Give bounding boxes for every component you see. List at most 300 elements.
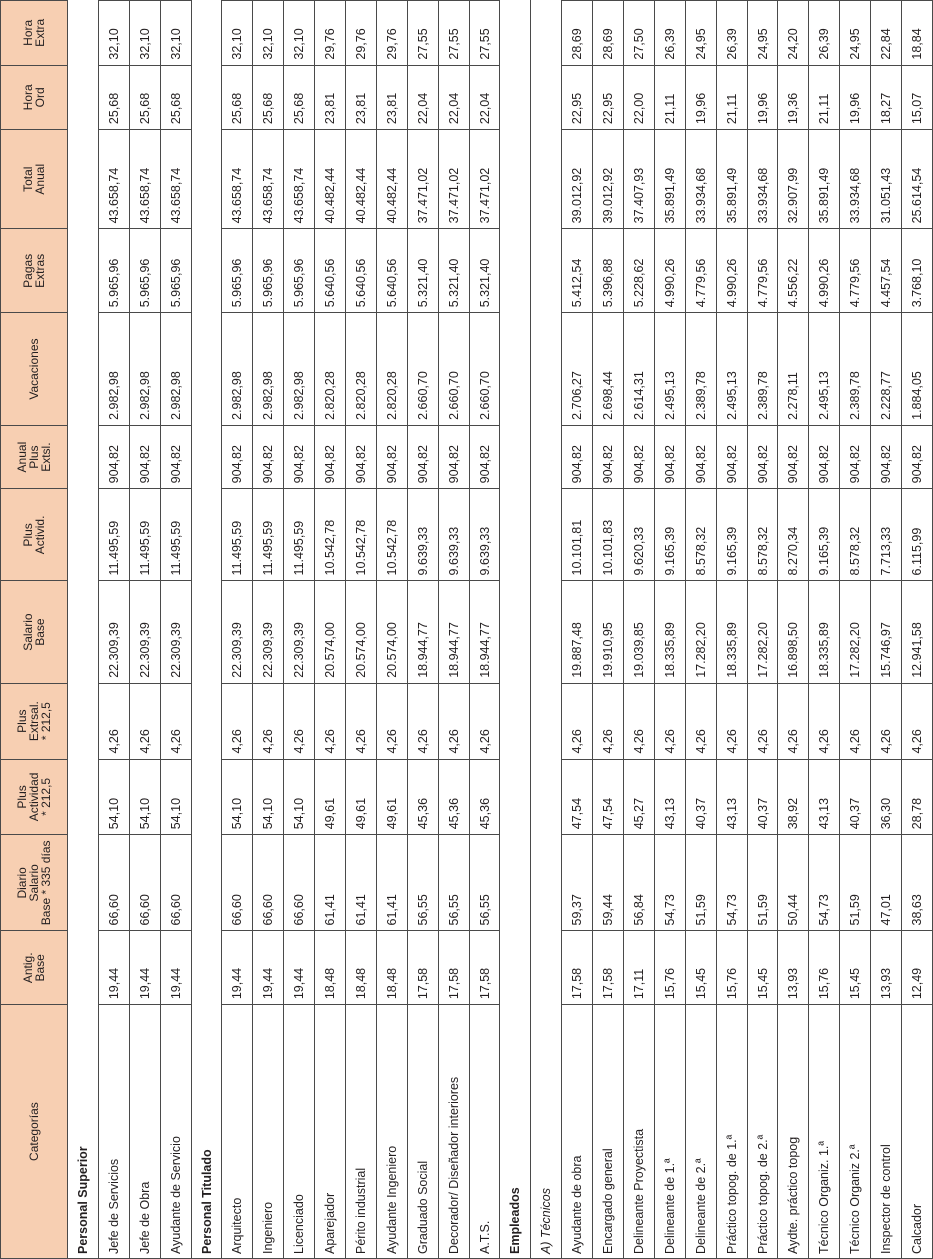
- value-cell-vacaciones: 2.228,77: [871, 313, 902, 426]
- value-cell-hora-ord: 22,95: [593, 65, 624, 129]
- value-cell-plus-activid: 8.578,32: [685, 489, 716, 581]
- value-cell-pagas-extras: 4.779,56: [840, 229, 871, 313]
- value-cell-pagas-extras: 5.965,96: [222, 229, 253, 313]
- value-cell-diario-salario-base: 56,84: [624, 835, 655, 931]
- value-cell-plus-extrsal: 4,26: [284, 683, 315, 759]
- category-cell: Calcador: [902, 1005, 933, 1259]
- value-cell-hora-extra: 26,39: [654, 1, 685, 66]
- value-cell-diario-salario-base: 56,55: [469, 835, 500, 931]
- value-cell-total-anual: 43.658,74: [129, 130, 160, 229]
- value-cell-hora-ord: 19,96: [685, 65, 716, 129]
- value-cell-plus-extrsal: 4,26: [902, 683, 933, 759]
- value-cell-pagas-extras: 5.965,96: [284, 229, 315, 313]
- value-cell-antig-base: 13,93: [778, 931, 809, 1005]
- header-line: * 212,5: [39, 777, 53, 816]
- value-cell-total-anual: 43.658,74: [160, 130, 191, 229]
- value-cell-vacaciones: 2.389,78: [685, 313, 716, 426]
- value-cell-vacaciones: 2.706,27: [562, 313, 593, 426]
- value-cell-hora-extra: 28,69: [562, 1, 593, 66]
- value-cell-antig-base: 19,44: [253, 931, 284, 1005]
- section-spacer: [191, 1, 222, 1005]
- table-row: [593, 1, 624, 1259]
- value-cell-salario-base: 22.309,39: [160, 581, 191, 683]
- value-cell-anual-plus-extsl: 904,82: [129, 425, 160, 488]
- value-cell-pagas-extras: 4.990,26: [654, 229, 685, 313]
- value-cell-plus-extrsal: 4,26: [222, 683, 253, 759]
- header-line: Extra: [33, 18, 47, 47]
- value-cell-plus-extrsal: 4,26: [593, 683, 624, 759]
- value-cell-hora-ord: 22,95: [562, 65, 593, 129]
- value-cell-vacaciones: 1.884,05: [902, 313, 933, 426]
- value-cell-plus-actividad: 43,13: [809, 759, 840, 835]
- value-cell-pagas-extras: 5.228,62: [624, 229, 655, 313]
- header-line: Pagas: [21, 253, 35, 288]
- table-row: [376, 1, 407, 1259]
- value-cell-total-anual: 39.012,92: [562, 130, 593, 229]
- header-line: Vacaciones: [27, 338, 41, 400]
- value-cell-hora-extra: 32,10: [222, 1, 253, 66]
- value-cell-diario-salario-base: 56,55: [407, 835, 438, 931]
- value-cell-anual-plus-extsl: 904,82: [160, 425, 191, 488]
- value-cell-plus-activid: 11.495,59: [129, 489, 160, 581]
- value-cell-vacaciones: 2.820,28: [315, 313, 346, 426]
- value-cell-antig-base: 15,45: [840, 931, 871, 1005]
- value-cell-hora-ord: 22,04: [407, 65, 438, 129]
- table-row: [716, 1, 747, 1259]
- category-cell: Graduado Social: [407, 1005, 438, 1259]
- value-cell-plus-actividad: 54,10: [98, 759, 129, 835]
- value-cell-hora-extra: 26,39: [716, 1, 747, 66]
- value-cell-anual-plus-extsl: 904,82: [562, 425, 593, 488]
- value-cell-total-anual: 40.482,44: [346, 130, 377, 229]
- value-cell-anual-plus-extsl: 904,82: [346, 425, 377, 488]
- category-cell: Técnico Organiz. 1.ª: [809, 1005, 840, 1259]
- header-line: Activid.: [33, 515, 47, 555]
- value-cell-plus-activid: 6.115,99: [902, 489, 933, 581]
- category-cell: Arquitecto: [222, 1005, 253, 1259]
- table-row: [778, 1, 809, 1259]
- value-cell-salario-base: 22.309,39: [98, 581, 129, 683]
- value-cell-total-anual: 35.891,49: [716, 130, 747, 229]
- value-cell-hora-extra: 29,76: [346, 1, 377, 66]
- value-cell-plus-activid: 10.542,78: [376, 489, 407, 581]
- value-cell-hora-extra: 32,10: [160, 1, 191, 66]
- header-anual-plus-extsl: [1, 425, 68, 488]
- value-cell-diario-salario-base: 66,60: [222, 835, 253, 931]
- value-cell-plus-activid: 10.101,81: [562, 489, 593, 581]
- value-cell-plus-activid: 9.165,39: [809, 489, 840, 581]
- value-cell-total-anual: 37.471,02: [438, 130, 469, 229]
- value-cell-plus-activid: 8.578,32: [747, 489, 778, 581]
- value-cell-antig-base: 15,45: [747, 931, 778, 1005]
- value-cell-hora-extra: 27,55: [469, 1, 500, 66]
- value-cell-salario-base: 15.746,97: [871, 581, 902, 683]
- table-row: [315, 1, 346, 1259]
- category-cell: Ayudante Ingeniero: [376, 1005, 407, 1259]
- value-cell-total-anual: 37.407,93: [624, 130, 655, 229]
- value-cell-pagas-extras: 4.556,22: [778, 229, 809, 313]
- value-cell-salario-base: 20.574,00: [346, 581, 377, 683]
- value-cell-anual-plus-extsl: 904,82: [747, 425, 778, 488]
- value-cell-plus-activid: 8.578,32: [840, 489, 871, 581]
- value-cell-total-anual: 43.658,74: [284, 130, 315, 229]
- value-cell-salario-base: 22.309,39: [129, 581, 160, 683]
- value-cell-salario-base: 17.282,20: [685, 581, 716, 683]
- value-cell-plus-activid: 9.620,33: [624, 489, 655, 581]
- value-cell-salario-base: 18.335,89: [809, 581, 840, 683]
- value-cell-plus-activid: 10.542,78: [346, 489, 377, 581]
- table-row: [654, 1, 685, 1259]
- value-cell-pagas-extras: 4.990,26: [809, 229, 840, 313]
- value-cell-anual-plus-extsl: 904,82: [438, 425, 469, 488]
- category-cell: Aydte. práctico topog: [778, 1005, 809, 1259]
- value-cell-antig-base: 19,44: [222, 931, 253, 1005]
- header-line: Hora: [21, 84, 35, 111]
- value-cell-plus-actividad: 45,27: [624, 759, 655, 835]
- value-cell-salario-base: 12.941,58: [902, 581, 933, 683]
- value-cell-diario-salario-base: 56,55: [438, 835, 469, 931]
- table-row: [253, 1, 284, 1259]
- value-cell-plus-actividad: 43,13: [654, 759, 685, 835]
- value-cell-hora-extra: 27,55: [438, 1, 469, 66]
- value-cell-hora-extra: 29,76: [376, 1, 407, 66]
- value-cell-hora-extra: 22,84: [871, 1, 902, 66]
- value-cell-hora-extra: 24,20: [778, 1, 809, 66]
- value-cell-antig-base: 19,44: [98, 931, 129, 1005]
- value-cell-plus-activid: 10.101,83: [593, 489, 624, 581]
- header-line: Plus: [27, 445, 41, 469]
- value-cell-pagas-extras: 5.965,96: [98, 229, 129, 313]
- value-cell-hora-ord: 25,68: [253, 65, 284, 129]
- value-cell-pagas-extras: 5.965,96: [253, 229, 284, 313]
- value-cell-vacaciones: 2.660,70: [407, 313, 438, 426]
- value-cell-anual-plus-extsl: 904,82: [654, 425, 685, 488]
- value-cell-diario-salario-base: 50,44: [778, 835, 809, 931]
- header-line: Extsl.: [39, 442, 53, 472]
- section-spacer: [68, 1, 99, 1005]
- value-cell-plus-extrsal: 4,26: [624, 683, 655, 759]
- value-cell-salario-base: 18.335,89: [716, 581, 747, 683]
- category-cell: Decorador/ Diseñador interiores: [438, 1005, 469, 1259]
- value-cell-plus-extrsal: 4,26: [654, 683, 685, 759]
- value-cell-anual-plus-extsl: 904,82: [840, 425, 871, 488]
- header-categorias: [1, 1005, 68, 1259]
- table-row: [346, 1, 377, 1259]
- value-cell-total-anual: 33.934,68: [685, 130, 716, 229]
- value-cell-salario-base: 19.887,48: [562, 581, 593, 683]
- value-cell-hora-ord: 22,04: [438, 65, 469, 129]
- value-cell-antig-base: 17,58: [562, 931, 593, 1005]
- value-cell-hora-extra: 18,84: [902, 1, 933, 66]
- header-line: Plus: [21, 523, 35, 547]
- value-cell-salario-base: 20.574,00: [315, 581, 346, 683]
- value-cell-pagas-extras: 5.321,40: [407, 229, 438, 313]
- value-cell-plus-extrsal: 4,26: [129, 683, 160, 759]
- category-cell: Delineante de 1.ª: [654, 1005, 685, 1259]
- header-hora-extra: [1, 1, 68, 66]
- header-line: Antig.: [21, 952, 35, 984]
- header-line: Plus: [15, 709, 29, 733]
- value-cell-total-anual: 43.658,74: [222, 130, 253, 229]
- value-cell-total-anual: 35.891,49: [809, 130, 840, 229]
- value-cell-total-anual: 37.471,02: [407, 130, 438, 229]
- value-cell-plus-actividad: 45,36: [469, 759, 500, 835]
- header-line: Extras: [33, 253, 47, 288]
- value-cell-plus-extrsal: 4,26: [160, 683, 191, 759]
- value-cell-total-anual: 25.614,54: [902, 130, 933, 229]
- value-cell-plus-extrsal: 4,26: [469, 683, 500, 759]
- header-pagas-extras: [1, 229, 68, 313]
- value-cell-total-anual: 32.907,99: [778, 130, 809, 229]
- category-cell: Aparejador: [315, 1005, 346, 1259]
- section-title: Empleados: [500, 1005, 531, 1259]
- value-cell-total-anual: 39.012,92: [593, 130, 624, 229]
- value-cell-hora-ord: 21,11: [716, 65, 747, 129]
- value-cell-pagas-extras: 5.640,56: [376, 229, 407, 313]
- value-cell-vacaciones: 2.982,98: [253, 313, 284, 426]
- value-cell-plus-activid: 7.713,33: [871, 489, 902, 581]
- header-salario-base: [1, 581, 68, 683]
- value-cell-plus-actividad: 49,61: [315, 759, 346, 835]
- value-cell-pagas-extras: 5.965,96: [129, 229, 160, 313]
- value-cell-vacaciones: 2.820,28: [376, 313, 407, 426]
- value-cell-antig-base: 17,58: [593, 931, 624, 1005]
- value-cell-plus-actividad: 43,13: [716, 759, 747, 835]
- value-cell-salario-base: 16.898,50: [778, 581, 809, 683]
- table-row: [685, 1, 716, 1259]
- category-cell: Ingeniero: [253, 1005, 284, 1259]
- table-row: [129, 1, 160, 1259]
- section-title: Personal Superior: [68, 1005, 99, 1259]
- value-cell-anual-plus-extsl: 904,82: [871, 425, 902, 488]
- header-hora-ord: [1, 65, 68, 129]
- value-cell-antig-base: 17,58: [407, 931, 438, 1005]
- value-cell-plus-actividad: 38,92: [778, 759, 809, 835]
- section-row: [500, 1, 531, 1259]
- section-row: [68, 1, 99, 1259]
- value-cell-diario-salario-base: 51,59: [840, 835, 871, 931]
- value-cell-antig-base: 15,45: [685, 931, 716, 1005]
- header-line: Salario: [27, 864, 41, 902]
- subsection-title: A) Técnicos: [531, 1005, 562, 1259]
- value-cell-antig-base: 18,48: [376, 931, 407, 1005]
- value-cell-plus-extrsal: 4,26: [407, 683, 438, 759]
- value-cell-hora-ord: 25,68: [98, 65, 129, 129]
- category-cell: Delineante de 2.ª: [685, 1005, 716, 1259]
- value-cell-plus-activid: 11.495,59: [160, 489, 191, 581]
- table-row: [469, 1, 500, 1259]
- value-cell-total-anual: 43.658,74: [98, 130, 129, 229]
- value-cell-plus-activid: 9.165,39: [654, 489, 685, 581]
- value-cell-anual-plus-extsl: 904,82: [778, 425, 809, 488]
- value-cell-plus-extrsal: 4,26: [871, 683, 902, 759]
- value-cell-salario-base: 22.309,39: [284, 581, 315, 683]
- header-line: Anual: [15, 441, 29, 473]
- value-cell-plus-extrsal: 4,26: [98, 683, 129, 759]
- value-cell-total-anual: 33.934,68: [840, 130, 871, 229]
- value-cell-plus-activid: 9.165,39: [716, 489, 747, 581]
- header-line: Extrsal.: [27, 701, 41, 742]
- value-cell-salario-base: 18.944,77: [407, 581, 438, 683]
- value-cell-hora-extra: 27,55: [407, 1, 438, 66]
- value-cell-plus-activid: 11.495,59: [98, 489, 129, 581]
- section-row: [191, 1, 222, 1259]
- value-cell-salario-base: 19.910,95: [593, 581, 624, 683]
- table-row: [871, 1, 902, 1259]
- value-cell-anual-plus-extsl: 904,82: [902, 425, 933, 488]
- value-cell-diario-salario-base: 59,44: [593, 835, 624, 931]
- header-total-anual: [1, 130, 68, 229]
- value-cell-antig-base: 19,44: [284, 931, 315, 1005]
- value-cell-anual-plus-extsl: 904,82: [809, 425, 840, 488]
- value-cell-pagas-extras: 4.990,26: [716, 229, 747, 313]
- subsection-row: [531, 1, 562, 1259]
- value-cell-pagas-extras: 5.412,54: [562, 229, 593, 313]
- value-cell-hora-ord: 19,96: [747, 65, 778, 129]
- value-cell-anual-plus-extsl: 904,82: [624, 425, 655, 488]
- category-cell: Práctico topog. de 2.ª: [747, 1005, 778, 1259]
- value-cell-antig-base: 17,58: [438, 931, 469, 1005]
- value-cell-anual-plus-extsl: 904,82: [98, 425, 129, 488]
- value-cell-diario-salario-base: 51,59: [685, 835, 716, 931]
- value-cell-hora-extra: 24,95: [840, 1, 871, 66]
- value-cell-total-anual: 33.934,68: [747, 130, 778, 229]
- value-cell-diario-salario-base: 61,41: [376, 835, 407, 931]
- value-cell-anual-plus-extsl: 904,82: [376, 425, 407, 488]
- table-row: [809, 1, 840, 1259]
- value-cell-vacaciones: 2.982,98: [222, 313, 253, 426]
- value-cell-plus-extrsal: 4,26: [438, 683, 469, 759]
- header-line: Total: [21, 166, 35, 192]
- table-row: [624, 1, 655, 1259]
- value-cell-hora-ord: 25,68: [284, 65, 315, 129]
- value-cell-anual-plus-extsl: 904,82: [315, 425, 346, 488]
- value-cell-plus-actividad: 45,36: [407, 759, 438, 835]
- value-cell-plus-extrsal: 4,26: [809, 683, 840, 759]
- value-cell-plus-activid: 11.495,59: [222, 489, 253, 581]
- table-row: [747, 1, 778, 1259]
- value-cell-diario-salario-base: 51,59: [747, 835, 778, 931]
- value-cell-vacaciones: 2.982,98: [284, 313, 315, 426]
- value-cell-hora-extra: 32,10: [98, 1, 129, 66]
- value-cell-plus-actividad: 40,37: [685, 759, 716, 835]
- value-cell-plus-extrsal: 4,26: [346, 683, 377, 759]
- value-cell-salario-base: 20.574,00: [376, 581, 407, 683]
- category-cell: Ayudante de Servicio: [160, 1005, 191, 1259]
- value-cell-antig-base: 15,76: [809, 931, 840, 1005]
- value-cell-plus-extrsal: 4,26: [562, 683, 593, 759]
- value-cell-antig-base: 13,93: [871, 931, 902, 1005]
- value-cell-plus-extrsal: 4,26: [778, 683, 809, 759]
- value-cell-plus-extrsal: 4,26: [376, 683, 407, 759]
- value-cell-total-anual: 31.051,43: [871, 130, 902, 229]
- value-cell-hora-ord: 23,81: [315, 65, 346, 129]
- value-cell-anual-plus-extsl: 904,82: [593, 425, 624, 488]
- section-title: Personal Titulado: [191, 1005, 222, 1259]
- value-cell-plus-activid: 9.639,33: [438, 489, 469, 581]
- value-cell-vacaciones: 2.982,98: [160, 313, 191, 426]
- value-cell-diario-salario-base: 54,73: [809, 835, 840, 931]
- table-row: [438, 1, 469, 1259]
- category-cell: A.T.S.: [469, 1005, 500, 1259]
- value-cell-vacaciones: 2.982,98: [129, 313, 160, 426]
- value-cell-hora-ord: 22,00: [624, 65, 655, 129]
- category-cell: Técnico Organiz 2.ª: [840, 1005, 871, 1259]
- value-cell-salario-base: 18.944,77: [438, 581, 469, 683]
- value-cell-antig-base: 19,44: [129, 931, 160, 1005]
- category-cell: Licenciado: [284, 1005, 315, 1259]
- value-cell-vacaciones: 2.389,78: [747, 313, 778, 426]
- value-cell-pagas-extras: 3.768,10: [902, 229, 933, 313]
- value-cell-plus-activid: 11.495,59: [253, 489, 284, 581]
- value-cell-salario-base: 18.944,77: [469, 581, 500, 683]
- value-cell-plus-extrsal: 4,26: [253, 683, 284, 759]
- value-cell-hora-extra: 29,76: [315, 1, 346, 66]
- value-cell-total-anual: 40.482,44: [315, 130, 346, 229]
- value-cell-diario-salario-base: 66,60: [160, 835, 191, 931]
- value-cell-antig-base: 12,49: [902, 931, 933, 1005]
- value-cell-plus-extrsal: 4,26: [747, 683, 778, 759]
- value-cell-salario-base: 22.309,39: [222, 581, 253, 683]
- value-cell-hora-extra: 28,69: [593, 1, 624, 66]
- value-cell-hora-ord: 25,68: [160, 65, 191, 129]
- category-cell: Inspector de control: [871, 1005, 902, 1259]
- value-cell-hora-extra: 26,39: [809, 1, 840, 66]
- value-cell-hora-extra: 32,10: [129, 1, 160, 66]
- header-line: Ord: [33, 87, 47, 108]
- value-cell-vacaciones: 2.389,78: [840, 313, 871, 426]
- value-cell-diario-salario-base: 54,73: [716, 835, 747, 931]
- table-row: [98, 1, 129, 1259]
- value-cell-vacaciones: 2.982,98: [98, 313, 129, 426]
- value-cell-plus-activid: 8.270,34: [778, 489, 809, 581]
- value-cell-hora-ord: 23,81: [376, 65, 407, 129]
- table-row: [562, 1, 593, 1259]
- value-cell-diario-salario-base: 47,01: [871, 835, 902, 931]
- table-row: [284, 1, 315, 1259]
- value-cell-hora-extra: 24,95: [685, 1, 716, 66]
- value-cell-hora-ord: 23,81: [346, 65, 377, 129]
- value-cell-plus-actividad: 47,54: [593, 759, 624, 835]
- value-cell-diario-salario-base: 66,60: [284, 835, 315, 931]
- value-cell-vacaciones: 2.495,13: [809, 313, 840, 426]
- value-cell-anual-plus-extsl: 904,82: [253, 425, 284, 488]
- header-plus-actividad: [1, 759, 68, 835]
- value-cell-plus-extrsal: 4,26: [315, 683, 346, 759]
- value-cell-anual-plus-extsl: 904,82: [284, 425, 315, 488]
- value-cell-hora-extra: 24,95: [747, 1, 778, 66]
- header-line: Categorías: [27, 1102, 41, 1161]
- value-cell-anual-plus-extsl: 904,82: [407, 425, 438, 488]
- value-cell-hora-extra: 32,10: [253, 1, 284, 66]
- category-cell: Jefe de Obra: [129, 1005, 160, 1259]
- value-cell-plus-actividad: 54,10: [284, 759, 315, 835]
- value-cell-pagas-extras: 5.965,96: [160, 229, 191, 313]
- value-cell-salario-base: 17.282,20: [747, 581, 778, 683]
- value-cell-hora-ord: 21,11: [654, 65, 685, 129]
- value-cell-hora-ord: 15,07: [902, 65, 933, 129]
- value-cell-salario-base: 19.039,85: [624, 581, 655, 683]
- value-cell-plus-activid: 9.639,33: [407, 489, 438, 581]
- value-cell-diario-salario-base: 38,63: [902, 835, 933, 931]
- value-cell-plus-activid: 11.495,59: [284, 489, 315, 581]
- value-cell-pagas-extras: 4.457,54: [871, 229, 902, 313]
- value-cell-total-anual: 43.658,74: [253, 130, 284, 229]
- value-cell-plus-actividad: 54,10: [253, 759, 284, 835]
- value-cell-hora-ord: 22,04: [469, 65, 500, 129]
- value-cell-plus-actividad: 54,10: [160, 759, 191, 835]
- value-cell-antig-base: 17,58: [469, 931, 500, 1005]
